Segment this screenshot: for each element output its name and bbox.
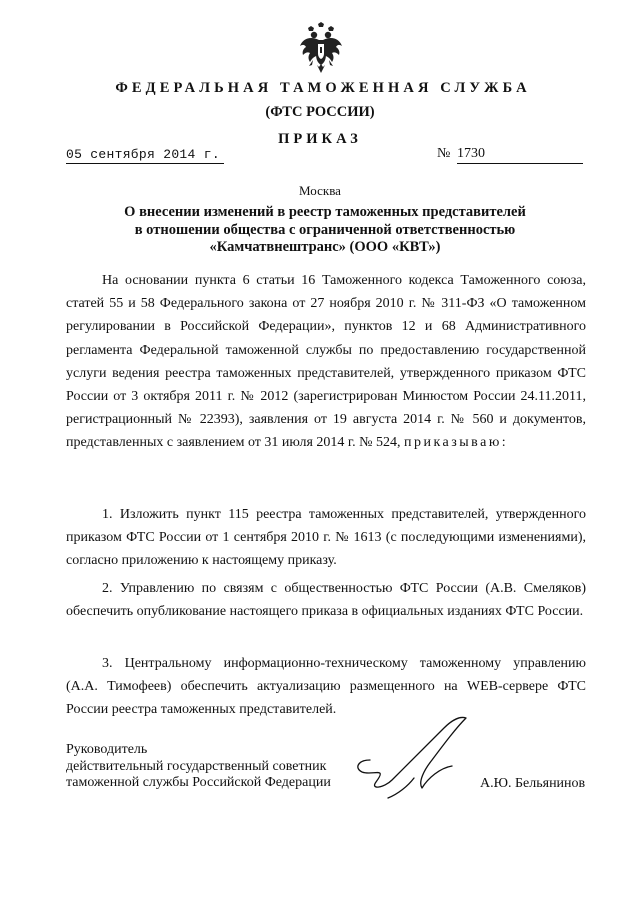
subject-line: «Камчатвнештранс» (ООО «КВТ») bbox=[209, 239, 441, 255]
handwritten-signature-icon bbox=[348, 716, 488, 808]
signatory-title-line: таможенной службы Российской Федерации bbox=[66, 775, 331, 790]
preamble-paragraph bbox=[66, 269, 586, 455]
order-item-1: 1. Изложить пункт 115 реестра таможенных представителей, утвержденного приказом ФТС России от 1 сентября 2010 г. № 1613 (с последующими изменениями), согласно приложению к настоящему приказу. bbox=[66, 507, 586, 569]
signatory-title-line: действительный государственный советник bbox=[66, 758, 327, 774]
number-label: № bbox=[437, 146, 451, 161]
preamble-text: На основании пункта 6 статьи 16 Таможенного кодекса Таможенного союза, статей 55 и 58 Федерального закона от 27 ноября 2010 г. № 311-ФЗ «О таможенном регулировании в Российской Федерации», пунктов 12 и 68 Административного регламента Федеральной таможенной службы по предоставлению государственной услуги ведения реестра таможенных представителей, утвержденного приказом ФТС России от 3 октября 2011 г. № 2012 (зарегистрирован Минюстом России 24.11.2011, регистрационный № 22393), заявления от 19 августа 2014 г. № 560 и документов, представленных с заявлением от 31 июля 2014 г. № 524, bbox=[66, 273, 586, 451]
signatory-title bbox=[66, 742, 331, 792]
order-item-3: 3. Центральному информационно-техническому таможенному управлению (А.А. Тимофеев) обеспечить актуализацию размещенного на WEB-сервере ФТС России реестра таможенных представителей. bbox=[66, 656, 586, 718]
document-city: Москва bbox=[299, 183, 341, 198]
order-item-2: 2. Управлению по связям с общественностью ФТС России (А.В. Смеляков) обеспечить опубликование настоящего приказа в официальных изданиях ФТС России. bbox=[66, 581, 586, 620]
document-date: 05 сентября 2014 г. bbox=[66, 147, 224, 164]
subject-line: в отношении общества с ограниченной ответственностью bbox=[134, 221, 516, 238]
document-number: 1730 bbox=[457, 146, 583, 164]
document-type: ПРИКАЗ bbox=[278, 131, 362, 147]
signatory-name: А.Ю. Бельянинов bbox=[480, 776, 586, 791]
signatory-title-line: Руководитель bbox=[66, 742, 148, 757]
document-subject bbox=[90, 204, 560, 257]
agency-short-name: (ФТС РОССИИ) bbox=[265, 104, 375, 120]
order-word: приказываю: bbox=[403, 435, 509, 451]
agency-name: ФЕДЕРАЛЬНАЯ ТАМОЖЕННАЯ СЛУЖБА bbox=[115, 80, 531, 96]
subject-line: О внесении изменений в реестр таможенных представителей bbox=[124, 204, 526, 220]
coat-of-arms-icon bbox=[299, 22, 343, 74]
